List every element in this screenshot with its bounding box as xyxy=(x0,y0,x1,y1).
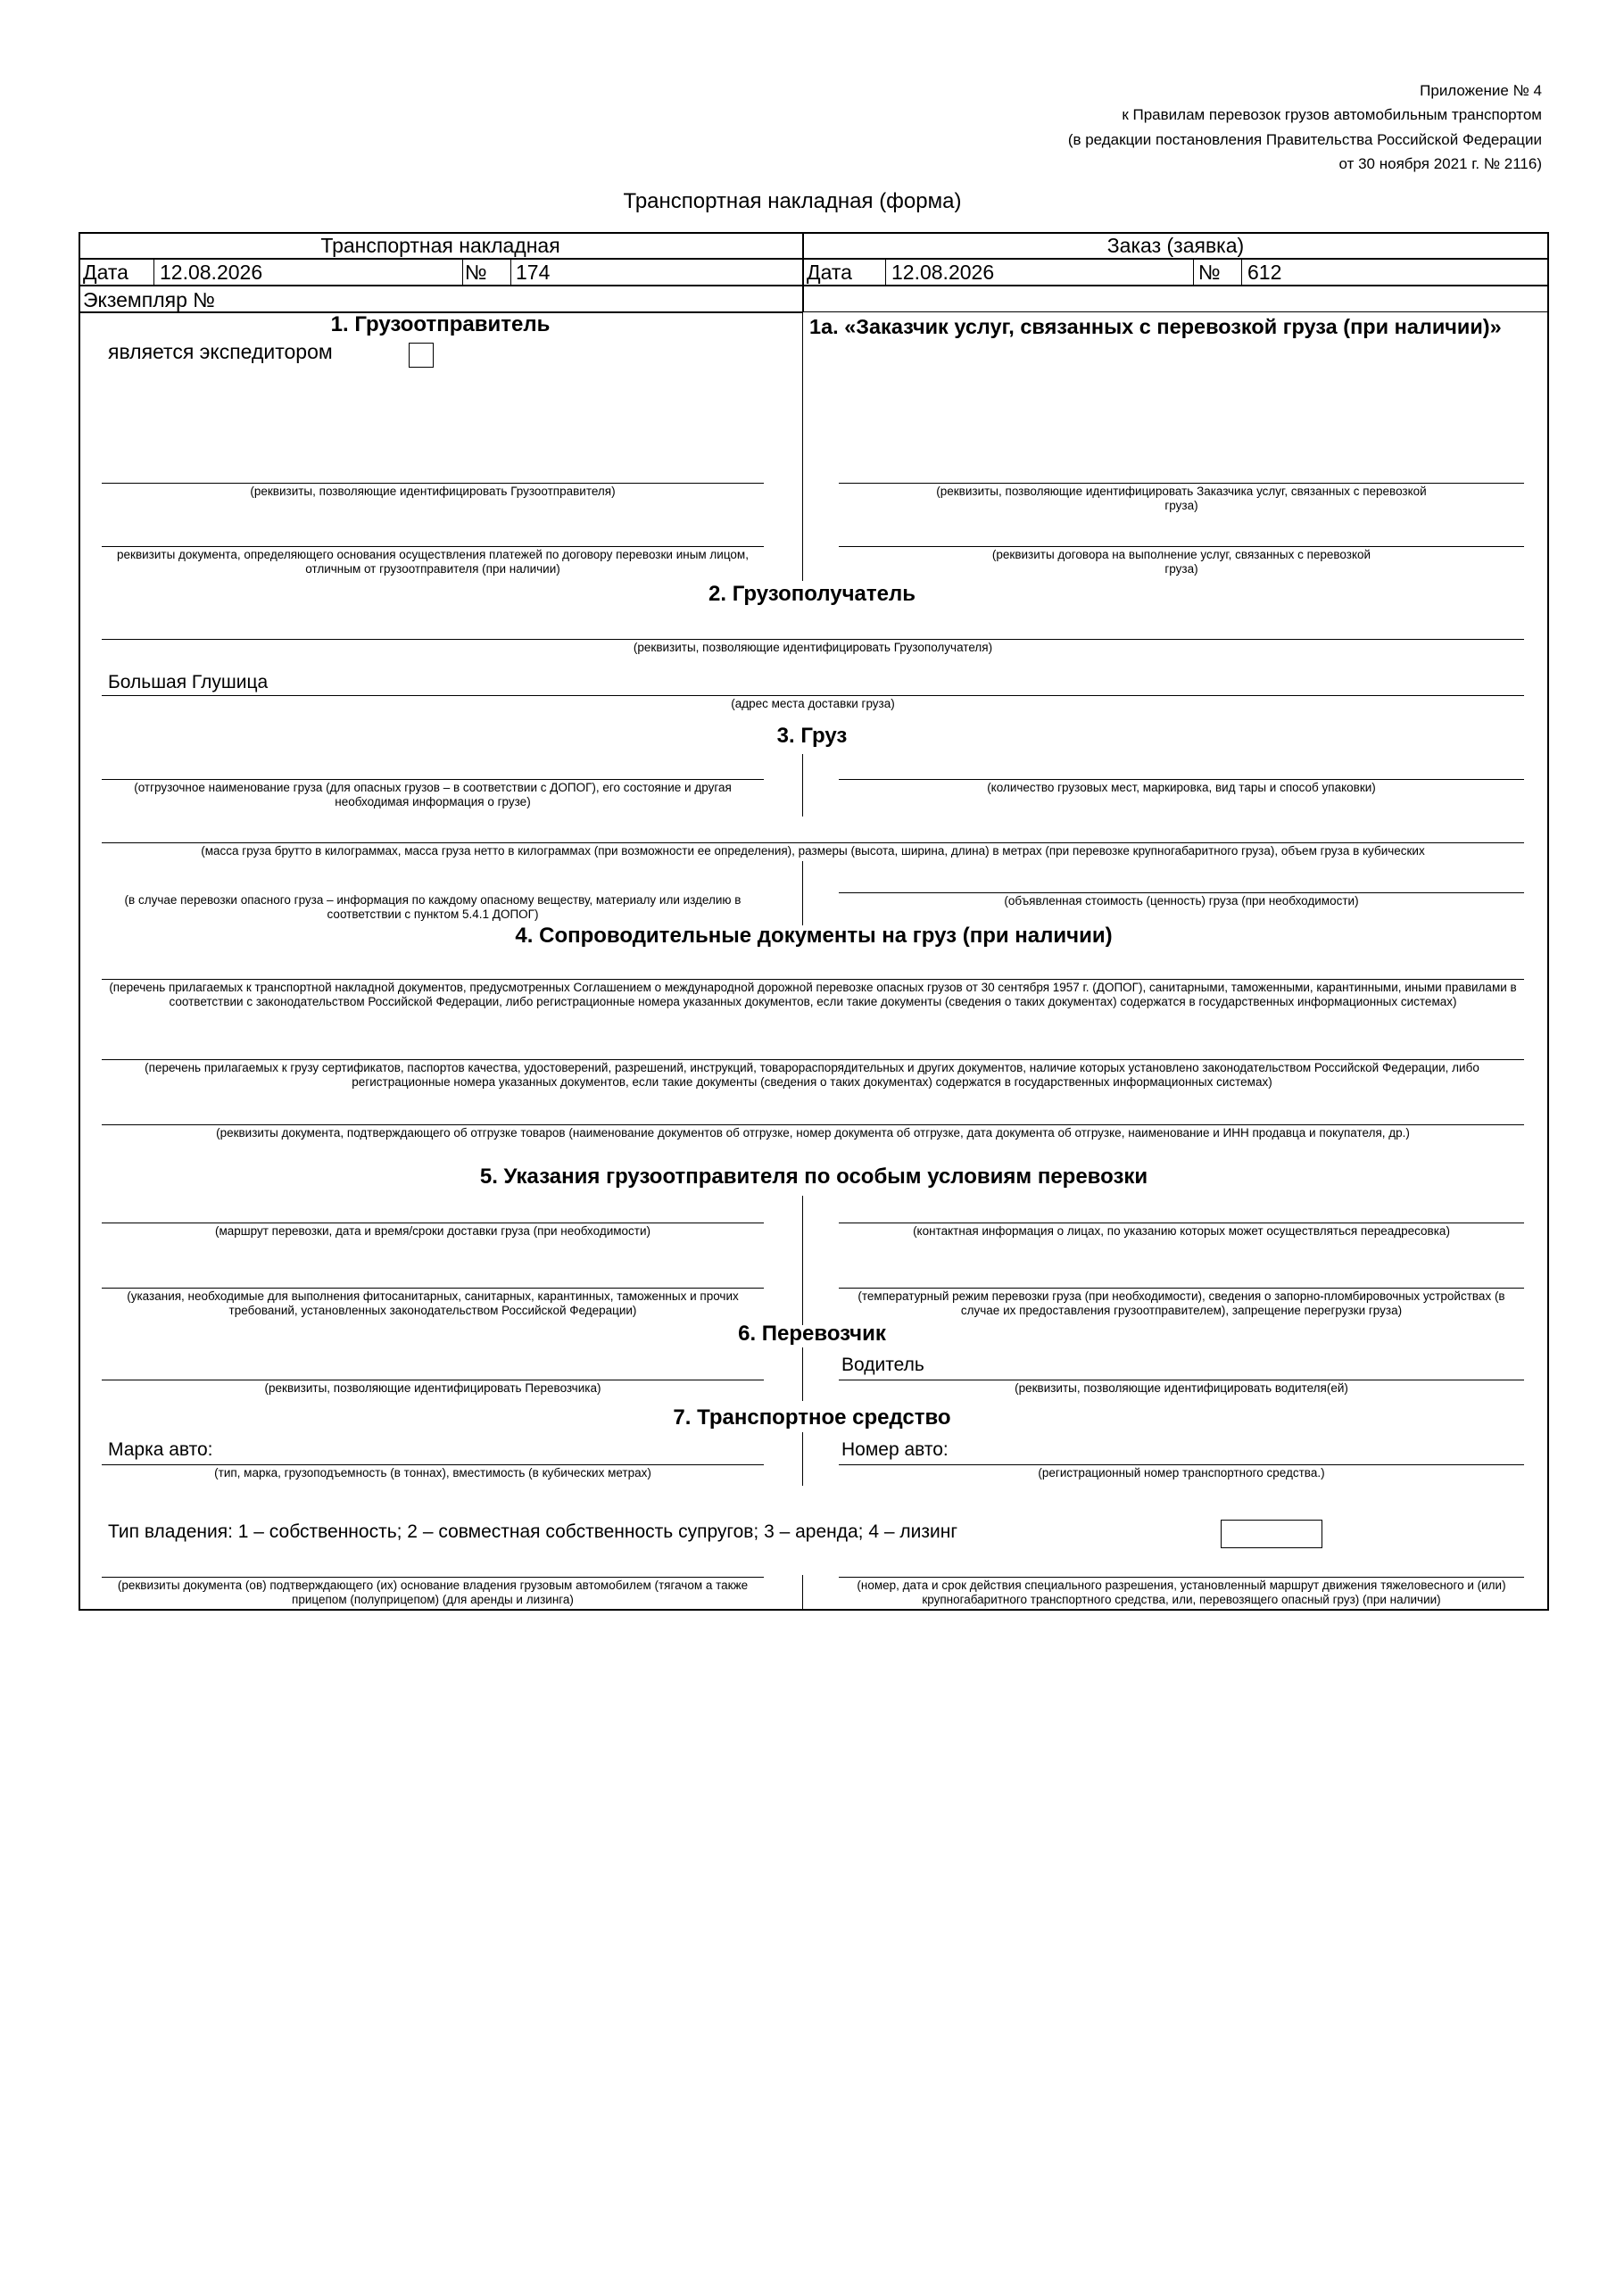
dangerous-cargo-caption: (в случае перевозки опасного груза – информация по каждому опасному веществу, материалу или изделию в соответствии с пунктом 5.4.1 ДОПОГ) xyxy=(124,893,742,921)
section-5-title: 5. Указания грузоотправителя по особым условиям перевозки xyxy=(479,1165,1148,1189)
vehicle-type-caption: (тип, марка, грузоподъемность (в тоннах), вместимость (в кубических метрах) xyxy=(214,1466,651,1480)
vehicle-plate-caption: (регистрационный номер транспортного средства.) xyxy=(1038,1466,1325,1480)
driver-details-caption: (реквизиты, позволяющие идентифицировать водителя(ей) xyxy=(1015,1381,1348,1395)
vehicle-plate-line[interactable] xyxy=(839,1464,1524,1465)
appendix-note: Приложение № 4 xyxy=(1420,82,1542,99)
rules-note: к Правилам перевозок грузов автомобильным транспортом xyxy=(1122,106,1542,123)
certificates-line[interactable] xyxy=(102,1059,1524,1060)
vehicle-plate-label: Номер авто: xyxy=(841,1439,949,1460)
payment-doc-caption: реквизиты документа, определяющего основания осуществления платежей по договору перевозки иным лицом, отличным от грузоотправителя (при наличии) xyxy=(117,548,749,576)
consignee-details-line[interactable] xyxy=(102,639,1524,640)
route-caption: (маршрут перевозки, дата и время/сроки доставки груза (при необходимости) xyxy=(214,1224,651,1238)
vehicle-brand-label: Марка авто: xyxy=(108,1439,213,1460)
date-note: от 30 ноября 2021 г. № 2116) xyxy=(1338,155,1542,172)
waybill-title: Транспортная накладная xyxy=(320,234,560,257)
cargo-places-caption: (количество грузовых мест, маркировка, вид тары и способ упаковки) xyxy=(987,781,1376,794)
special-permit-caption: (номер, дата и срок действия специального разрешения, установленный маршрут движения тяжеловесного и (или) крупногабаритного транспортного средства, или, перевозящего опасный груз) (при наличии) xyxy=(857,1579,1506,1606)
edition-note: (в редакции постановления Правительства Российской Федерации xyxy=(1067,131,1542,148)
temperature-line[interactable] xyxy=(839,1288,1524,1289)
section-7-title: 7. Транспортное средство xyxy=(673,1405,951,1430)
ownership-type-label: Тип владения: 1 – собственность; 2 – совместная собственность супругов; 3 – аренда; 4 – лизинг xyxy=(108,1521,957,1542)
forwarder-checkbox[interactable] xyxy=(409,343,434,368)
delivery-address-value[interactable]: Большая Глушица xyxy=(108,672,269,692)
order-number-label: № xyxy=(1198,261,1221,284)
customer-details-line[interactable] xyxy=(839,483,1524,484)
carrier-details-caption: (реквизиты, позволяющие идентифицировать Перевозчика) xyxy=(264,1381,601,1395)
shipper-details-caption: (реквизиты, позволяющие идентифицировать Грузоотправителя) xyxy=(250,485,616,498)
phyto-line[interactable] xyxy=(102,1288,764,1289)
order-date-label: Дата xyxy=(807,261,852,284)
attached-docs-line[interactable] xyxy=(102,979,1524,980)
waybill-date-value[interactable]: 12.08.2026 xyxy=(160,261,263,284)
delivery-address-line[interactable] xyxy=(102,695,1524,696)
shipment-docs-caption: (реквизиты документа, подтверждающего об отгрузке товаров (наименование документов об отгрузке, номер документа об отгрузке, дата документа об отгрузке, наименование и ИНН продавца и покупателя, др.) xyxy=(216,1126,1410,1140)
copy-number-label: Экземпляр № xyxy=(83,288,215,311)
shipper-details-line[interactable] xyxy=(102,483,764,484)
order-number-value[interactable]: 612 xyxy=(1247,261,1282,284)
waybill-number-value[interactable]: 174 xyxy=(516,261,551,284)
service-contract-caption: (реквизиты договора на выполнение услуг, связанных с перевозкой груза) xyxy=(991,548,1371,576)
form-title: Транспортная накладная (форма) xyxy=(623,189,962,213)
cargo-mass-line[interactable] xyxy=(102,842,1524,843)
phyto-caption: (указания, необходимые для выполнения фитосанитарных, санитарных, карантинных, таможенных и прочих требований, установленных законодательством Российской Федерации) xyxy=(127,1289,739,1317)
consignee-details-caption: (реквизиты, позволяющие идентифицировать Грузополучателя) xyxy=(633,641,993,654)
attached-docs-caption: (перечень прилагаемых к транспортной накладной документов, предусмотренных Соглашением о международной дорожной перевозке опасных грузов от 30 сентября 1957 г. (ДОПОГ), санитарными, таможенными, карантинными, иными правилами в соответствии с законодательством Российской Федерации, либо регистрационные номера указанных документов, если такие документы (сведения о таких документах) содержатся в государственных информационных системах) xyxy=(109,981,1517,1008)
payment-doc-line[interactable] xyxy=(102,546,764,547)
shipment-docs-line[interactable] xyxy=(102,1124,1524,1125)
special-permit-line[interactable] xyxy=(839,1577,1524,1578)
cargo-name-caption: (отгрузочное наименование груза (для опасных грузов – в соответствии с ДОПОГ), его состояние и другая необходимая информация о грузе) xyxy=(134,781,732,808)
section-3-title: 3. Груз xyxy=(776,724,848,748)
declared-value-line[interactable] xyxy=(839,892,1524,893)
forwarder-label: является экспедитором xyxy=(108,340,333,363)
order-title: Заказ (заявка) xyxy=(1106,234,1245,257)
service-contract-line[interactable] xyxy=(839,546,1524,547)
temperature-caption: (температурный режим перевозки груза (при необходимости), сведения о запорно-пломбировочных устройствах (в случае их предоставления грузоотправителем), запрещение перегрузки груза) xyxy=(858,1289,1505,1317)
cargo-mass-caption: (масса груза брутто в килограммах, масса груза нетто в килограммах (при возможности ее определения), размеры (высота, ширина, длина) в метрах (при перевозке крупногабаритного груза), объем груза в кубических xyxy=(201,844,1425,858)
section-1-title: 1. Грузоотправитель xyxy=(330,312,551,336)
contact-caption: (контактная информация о лицах, по указанию которых может осуществляться переадресовка) xyxy=(913,1224,1450,1238)
cargo-places-line[interactable] xyxy=(839,779,1524,780)
certificates-caption: (перечень прилагаемых к грузу сертификатов, паспортов качества, удостоверений, разрешений, инструкций, товарораспорядительных и других документов, наличие которых установлено законодательством Российской Федерации, либо регистрационные номера указанных документов, если такие документы (сведения о таких документах) содержатся в государственных информационных системах) xyxy=(145,1061,1479,1089)
section-6-title: 6. Перевозчик xyxy=(738,1322,886,1346)
cargo-name-line[interactable] xyxy=(102,779,764,780)
waybill-date-label: Дата xyxy=(83,261,128,284)
section-2-title: 2. Грузополучатель xyxy=(708,582,916,606)
ownership-doc-caption: (реквизиты документа (ов) подтверждающего (их) основание владения грузовым автомобилем (тягачом а также прицепом (полуприцепом) (для аренды и лизинга) xyxy=(117,1579,749,1606)
driver-label: Водитель xyxy=(841,1355,924,1375)
declared-value-caption: (объявленная стоимость (ценность) груза (при необходимости) xyxy=(1004,894,1359,908)
vehicle-type-line[interactable] xyxy=(102,1464,764,1465)
section-1a-title: 1а. «Заказчик услуг, связанных с перевозкой груза (при наличии)» xyxy=(809,315,1502,338)
order-date-value[interactable]: 12.08.2026 xyxy=(891,261,995,284)
ownership-doc-line[interactable] xyxy=(102,1577,764,1578)
ownership-type-box[interactable] xyxy=(1221,1520,1322,1548)
waybill-number-label: № xyxy=(465,261,487,284)
customer-details-caption: (реквизиты, позволяющие идентифицировать Заказчика услуг, связанных с перевозкой груза) xyxy=(936,485,1427,512)
section-4-title: 4. Сопроводительные документы на груз (при наличии) xyxy=(515,924,1113,948)
delivery-address-caption: (адрес места доставки груза) xyxy=(731,697,895,710)
